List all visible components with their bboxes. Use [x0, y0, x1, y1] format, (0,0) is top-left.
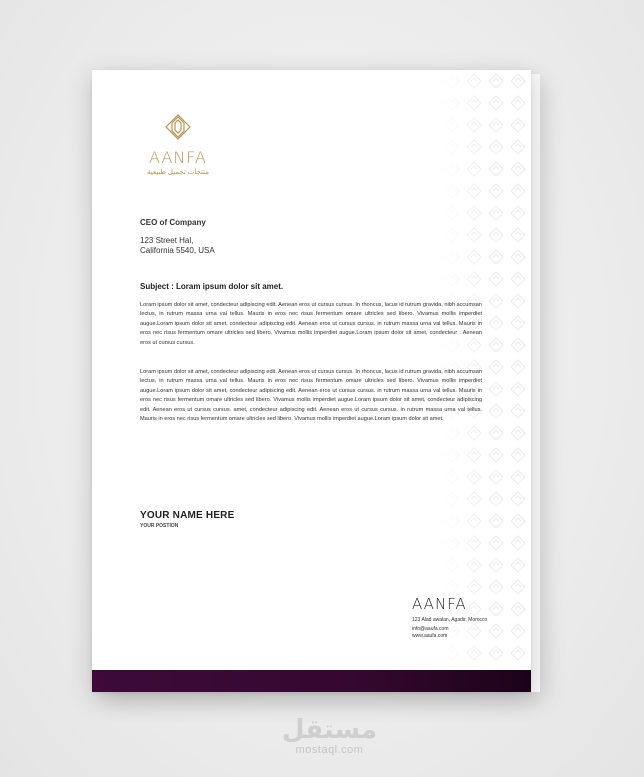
logo-pattern-background: [441, 70, 531, 660]
brand-wordmark: AANFA: [149, 148, 207, 167]
recipient-role: CEO of Company: [140, 218, 206, 227]
address-line-2: California 5540, USA: [140, 246, 215, 255]
letter-subject: Subject : Loram ipsum dolor sit amet.: [140, 282, 284, 291]
recipient-address: [140, 236, 215, 256]
letter-paragraph-2: Loram ipsum dolor sit amet, condecteur adipiscing edit. Aenean eros ut cursus cursus. In rhoncus, lacus id rutrum gravida, nibh accumsan lectus, in rutrum massa urna val tellus. Mauris in eros nec risus fermentum omare ultricles sed libero. Vivamus mollis imperdiet augue.Loram ipsum dolor sit amet, condecteur adipiscing edit. Aenean eros ut cursus cursus. in rutrum massa urna val tellus. Mauris in eros nec risus fermentum omare ultricles sed libero. Vivamus mollis imperdiet augue.Loram ipsum dolor sit amet, condecteur adipiscing edit. Aenean eros ut cursus cursus. amet, condecteur adipiscing edit. Aenean eros ut cursus cursus. in rutrum massa urna val tellus. Mauris in eros nec risus fermentum omare ultricles sed libero. Vivamus mollis imperdiet augue.Loram ipsum dolor sit amet.: [140, 369, 482, 423]
address-line-1: 123 Street Hal,: [140, 236, 194, 245]
letterhead-page: [92, 70, 531, 692]
recipient-block: [140, 218, 215, 256]
footer-email: info@aaufa.com: [412, 626, 449, 632]
brand-wordmark-footer: AANFA: [412, 595, 467, 613]
signer-name: YOUR NAME HERE: [140, 510, 235, 521]
watermark-url: mostaql.com: [295, 744, 364, 756]
brand-logo-bottom: [412, 595, 508, 640]
signer-position: YOUR POSTION: [140, 523, 179, 529]
footer-website: www.aaufa.com: [412, 633, 448, 639]
signature-block: [140, 510, 234, 529]
brand-logo-top: [140, 114, 216, 177]
watermark-arabic: مستقل: [282, 715, 378, 745]
contact-info: [412, 617, 508, 640]
diamond-emblem-icon: [165, 114, 191, 144]
footer-address: 123 Alad awalan, Agadir, Morocco: [412, 617, 488, 623]
letter-paragraph-1: Loram ipsum dolor sit amet, condecteur adipiscing edit. Aenean eros ut cursus cursus. In rhoncus, lacus id rutrum gravida, nibh accumsan lectus, in rutrum massa urna val tellus. Mauris in eros nec risus fermentum omare ultricles sed libero. Vivamus mollis imperdiet augue.Loram ipsum dolor sit amet, condecteur adipiscing edit. Aenean eros ut cursus cursus. in rutrum massa urna val tellus. Mauris in eros nec risus fermentum omare ultricles sed libero. Vivamus mollis imperdiet augue.Loram ipsum dolor sit amet, condecteur . Aenean eros ut cursus cursus.: [140, 302, 482, 346]
footer-color-bar: [92, 670, 531, 692]
site-watermark: [282, 716, 377, 756]
brand-tagline: منتجات تجميل طبيعية: [146, 169, 210, 176]
